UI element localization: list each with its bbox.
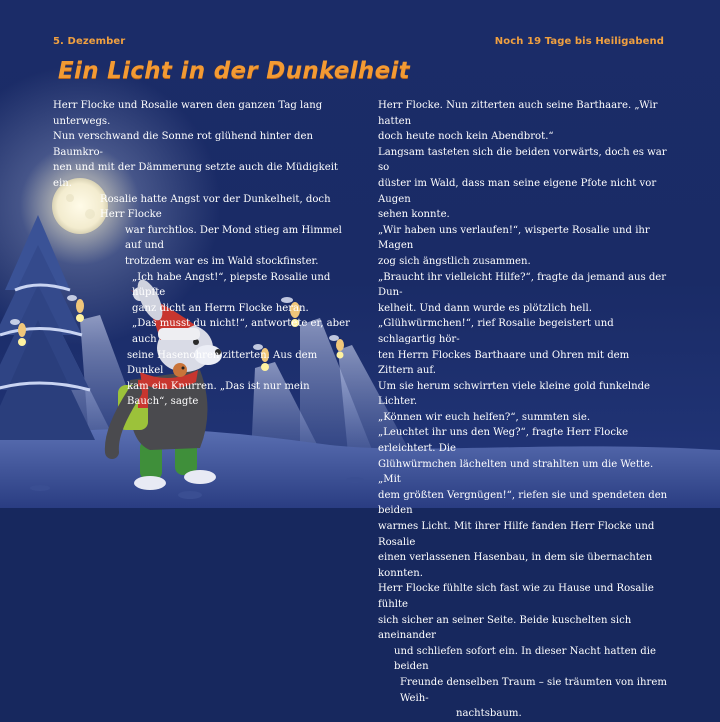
text-line: sehen konnte. <box>378 209 450 221</box>
days-countdown: Noch 19 Tage bis Heiligabend <box>494 36 664 47</box>
text-line: „Braucht ihr vielleicht Hilfe?“, fragte da jemand aus der Dun- <box>378 271 667 299</box>
text-line: sich sicher an seiner Seite. Beide kuschelten sich aneinander <box>378 614 632 642</box>
text-line: „Das musst du nicht!“, antwortete er, aber auch <box>132 318 350 345</box>
text-line: Herr Flocke fühlte sich fast wie zu Hause und Rosalie fühlte <box>378 583 654 610</box>
story-column-left <box>53 98 353 410</box>
text-line: nen und mit der Dämmerung setzte auch die Müdigkeit ein. <box>53 162 338 189</box>
chapter-date: 5. Dezember <box>53 36 126 47</box>
text-line: „Wir haben uns verlaufen!“, wisperte Rosalie und ihr Magen <box>378 224 650 252</box>
text-line: war furchtlos. Der Mond stieg am Himmel auf und <box>125 224 342 252</box>
text-line: doch heute noch kein Abendbrot.“ <box>378 131 554 143</box>
text-line: kam ein Knurren. „Das ist nur mein Bauch“, sagte <box>127 380 310 408</box>
text-line: seine Hasenohren zitterten. Aus dem Dunkel <box>127 349 318 377</box>
text-line: nachtsbaum. <box>456 708 522 720</box>
text-line: dem größten Vergnügen!“, riefen sie und spendeten den beiden <box>378 489 668 517</box>
text-line: „Leuchtet ihr uns den Weg?“, fragte Herr Flocke erleichtert. Die <box>378 427 629 455</box>
text-line: ganz dicht an Herrn Flocke heran. <box>132 302 309 314</box>
story-title: Ein Licht in der Dunkelheit <box>58 58 410 84</box>
text-line: „Ich habe Angst!“, piepste Rosalie und hüpfte <box>132 271 331 299</box>
text-line: Um sie herum schwirrten viele kleine gold funkelnde Lichter. <box>378 380 651 408</box>
text-line: Herr Flocke. Nun zitterten auch seine Barthaare. „Wir hatten <box>378 100 658 127</box>
text-line: trotzdem war es im Wald stockfinster. <box>125 255 319 267</box>
text-line: Freunde denselben Traum – sie träumten von ihrem Weih- <box>400 676 667 704</box>
text-line: zog sich ängstlich zusammen. <box>378 255 531 267</box>
text-line: Nun verschwand die Sonne rot glühend hinter den Baumkro- <box>53 131 313 158</box>
text-line: ten Herrn Flockes Barthaare und Ohren mit dem Zittern auf. <box>378 349 630 377</box>
text-line: und schliefen sofort ein. In dieser Nacht hatten die beiden <box>394 645 656 673</box>
text-line: „Glühwürmchen!“, rief Rosalie begeistert und schlagartig hör- <box>378 318 614 345</box>
text-line: kelheit. Und dann wurde es plötzlich hell. <box>378 302 592 314</box>
text-line: Rosalie hatte Angst vor der Dunkelheit, doch Herr Flocke <box>100 193 331 221</box>
text-line: Glühwürmchen lächelten und strahlten um die Wette. „Mit <box>378 458 654 486</box>
text-line: „Können wir euch helfen?“, summten sie. <box>378 411 591 423</box>
text-line: einen verlassenen Hasenbau, in dem sie übernachten konnten. <box>378 552 653 579</box>
story-column-right <box>378 98 668 722</box>
text-line: warmes Licht. Mit ihrer Hilfe fanden Herr Flocke und Rosalie <box>378 521 655 548</box>
text-line: düster im Wald, dass man seine eigene Pfote nicht vor Augen <box>378 177 657 205</box>
text-line: Herr Flocke und Rosalie waren den ganzen Tag lang unterwegs. <box>53 100 323 127</box>
text-line: Langsam tasteten sich die beiden vorwärts, doch es war so <box>378 146 667 174</box>
